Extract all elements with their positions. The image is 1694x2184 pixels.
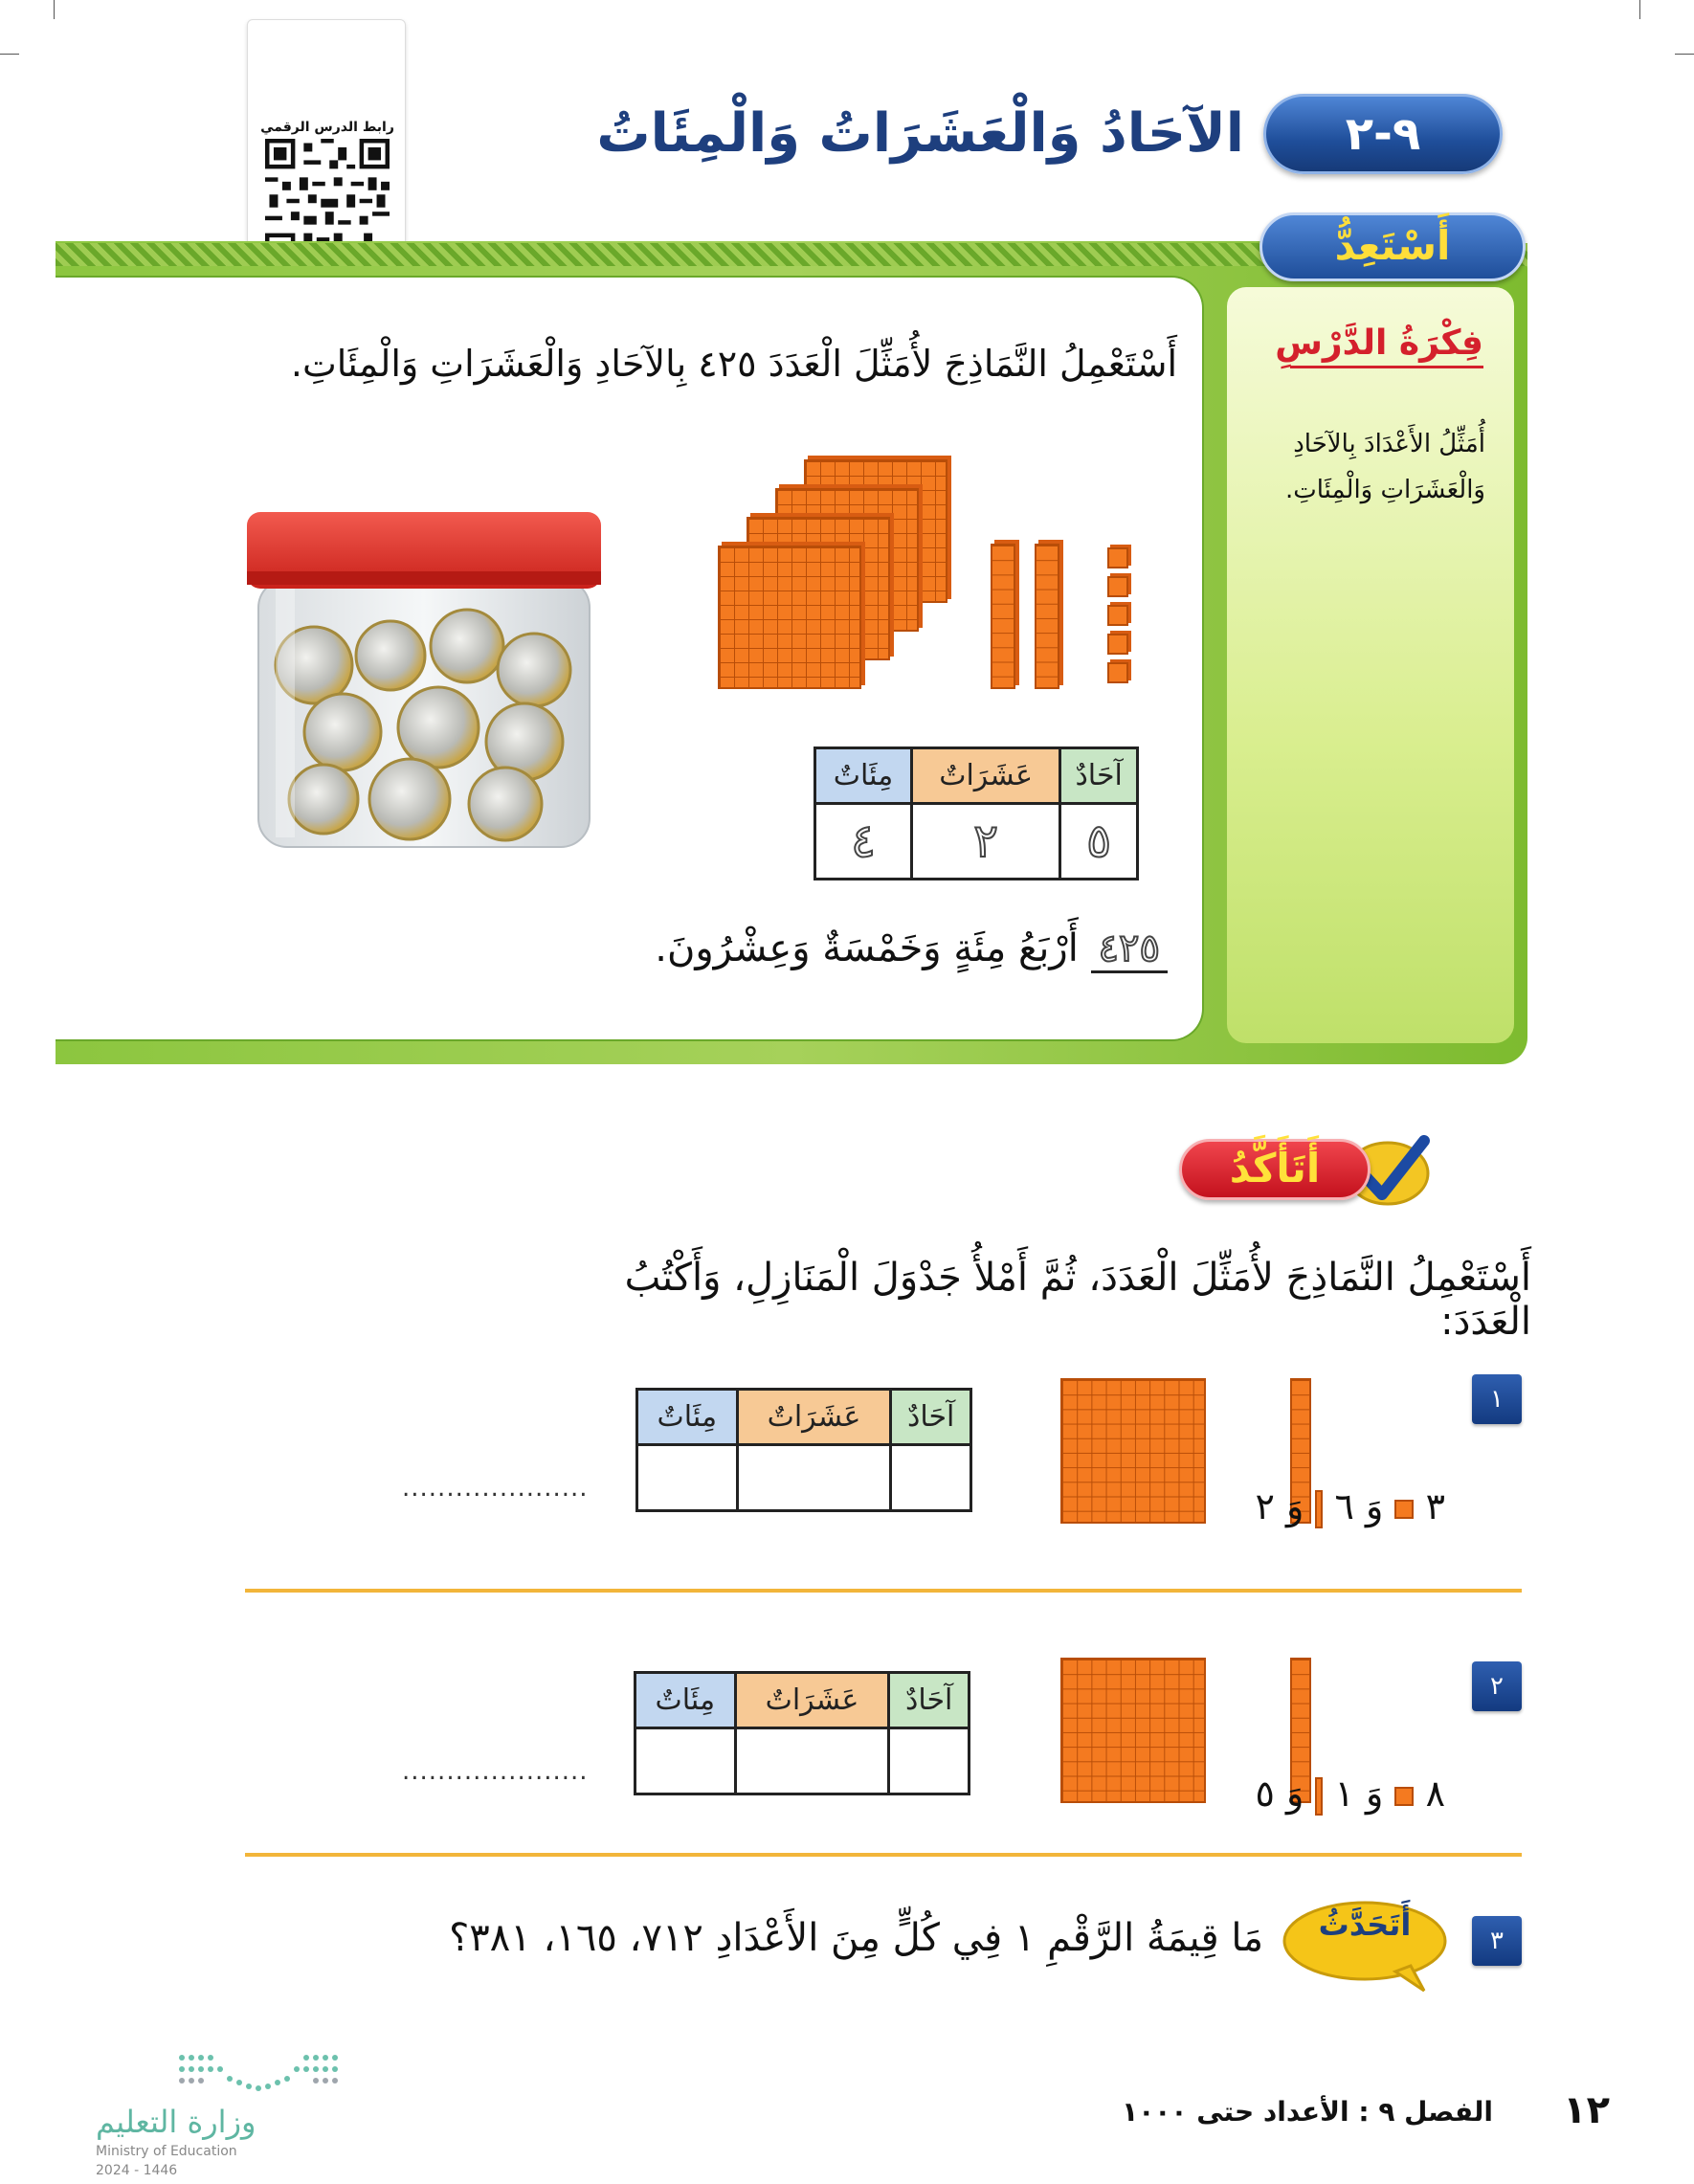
page-number: ١٢: [1563, 2088, 1610, 2132]
caption-and: وَ: [1285, 1772, 1304, 1815]
rod-symbol: [1315, 1490, 1323, 1528]
hundreds-input-cell[interactable]: [637, 1445, 738, 1511]
tens-input-cell[interactable]: [737, 1445, 891, 1511]
number-in-words: [613, 926, 1168, 970]
section-divider: [245, 1589, 1522, 1593]
hundreds-flat: [1060, 1378, 1206, 1524]
exercise-1-caption: [1225, 1485, 1445, 1528]
intro-place-value-table: [814, 747, 1139, 880]
exercise-1-place-value-table: [635, 1388, 972, 1512]
caption-hundreds: ٣: [1425, 1485, 1445, 1527]
tens-rod: [1035, 544, 1059, 689]
crop-mark: [1639, 0, 1640, 19]
ones-unit: [1107, 662, 1128, 683]
lesson-idea-panel: [1227, 287, 1514, 1043]
lesson-title: الآحَادُ وَالْعَشَرَاتُ وَالْمِئَاتُ: [596, 102, 1244, 165]
qr-label: رابط الدرس الرقمي: [260, 120, 394, 135]
ones-unit: [1107, 605, 1128, 626]
section-divider: [245, 1853, 1522, 1857]
exercise-2-place-value-table: [634, 1671, 970, 1795]
tens-rod: [991, 544, 1015, 689]
caption-hundreds: ٨: [1425, 1772, 1445, 1815]
check-instruction: أَسْتَعْمِلُ النَّمَاذِجَ لأُمَثِّلَ الْعَدَدَ، ثُمَّ أَمْلأُ جَدْوَلَ الْمَنَازِلِ، وَأَكْتُبُ الْعَدَدَ:: [624, 1256, 1531, 1344]
exercise-2-answer-line[interactable]: .....................: [402, 1757, 589, 1786]
ministry-name-arabic: وزارة التعليم: [96, 2104, 256, 2140]
exercise-2-caption: [1225, 1772, 1445, 1816]
hundreds-flat: [1060, 1658, 1206, 1803]
hundreds-header: مِئَاتٌ: [815, 748, 912, 804]
ones-header: آحَادٌ: [891, 1390, 971, 1445]
lesson-idea-text: أُمَثِّلُ الأَعْدَادَ بِالآحَادِ وَالْعَشَرَاتِ وَالْمِئَاتِ.: [1285, 430, 1485, 504]
lesson-number-badge: ٩-٢: [1263, 94, 1503, 174]
chapter-label: الفصل ٩ : الأعداد حتى ١٠٠٠: [1122, 2096, 1493, 2128]
ones-value: ٥: [1060, 804, 1138, 880]
caption-tens: ١: [1334, 1772, 1354, 1815]
ones-input-cell[interactable]: [889, 1728, 970, 1794]
coin-jar-image: [247, 512, 601, 857]
exercise-number-2: ٢: [1472, 1661, 1522, 1711]
ministry-logo-icon: [172, 2048, 345, 2106]
rod-symbol: [1315, 1777, 1323, 1816]
crop-mark: [0, 54, 19, 55]
check-badge: أَتَأَكَّدُ: [1179, 1139, 1371, 1200]
hundreds-flat: [718, 546, 861, 689]
caption-ones: ٥: [1255, 1772, 1275, 1815]
hundreds-value: ٤: [815, 804, 912, 880]
ones-unit: [1107, 634, 1128, 655]
hundreds-header: مِئَاتٌ: [635, 1673, 736, 1728]
ones-unit: [1107, 547, 1128, 568]
flat-symbol: [1394, 1787, 1414, 1806]
exercise-1-answer-line[interactable]: .....................: [402, 1474, 589, 1503]
exercise-number-3: ٣: [1472, 1916, 1522, 1966]
tens-header: عَشَرَاتٌ: [735, 1673, 889, 1728]
lesson-idea-title: فِكْرَةُ الدَّرْسِ: [1275, 323, 1483, 363]
caption-ones: ٢: [1255, 1485, 1275, 1527]
caption-and: وَ: [1366, 1485, 1384, 1527]
tens-header: عَشَرَاتٌ: [737, 1390, 891, 1445]
ones-input-cell[interactable]: [891, 1445, 971, 1511]
caption-tens: ٦: [1334, 1485, 1354, 1527]
exercise-number-1: ١: [1472, 1374, 1522, 1424]
tens-value: ٢: [911, 804, 1059, 880]
ready-badge: أَسْتَعِدُّ: [1259, 212, 1526, 281]
talk-badge: أَتَحَدَّثُ: [1318, 1906, 1412, 1943]
lesson-idea-underline: [1290, 366, 1483, 368]
number-words: أَرْبَعُ مِئَةٍ وَخَمْسَةٌ وَعِشْرُونَ.: [655, 926, 1079, 970]
crop-mark: [1675, 54, 1694, 55]
ministry-name-english: Ministry of Education: [96, 2144, 237, 2159]
flat-symbol: [1394, 1500, 1414, 1519]
talk-question: مَا قِيمَةُ الرَّقْمِ ١ فِي كُلٍّ مِنَ الأَعْدَادِ ٧١٢، ١٦٥، ٣٨١؟: [449, 1916, 1263, 1960]
hundreds-input-cell[interactable]: [635, 1728, 736, 1794]
edition-year: 2024 - 1446: [96, 2163, 178, 2178]
caption-and: وَ: [1366, 1772, 1384, 1815]
base-ten-model-425: [713, 459, 1211, 699]
crop-mark: [54, 0, 55, 19]
ones-header: آحَادٌ: [889, 1673, 970, 1728]
ones-unit: [1107, 576, 1128, 597]
hundreds-header: مِئَاتٌ: [637, 1390, 738, 1445]
intro-instruction: أَسْتَعْمِلُ النَّمَاذِجَ لأُمَثِّلَ الْعَدَدَ ٤٢٥ بِالآحَادِ وَالْعَشَرَاتِ وَالْمِئَاتِ.: [290, 343, 1177, 385]
ones-header: آحَادٌ: [1060, 748, 1138, 804]
tens-input-cell[interactable]: [735, 1728, 889, 1794]
caption-and: وَ: [1285, 1485, 1304, 1527]
tens-header: عَشَرَاتٌ: [911, 748, 1059, 804]
number-traced: ٤٢٥: [1091, 926, 1168, 973]
